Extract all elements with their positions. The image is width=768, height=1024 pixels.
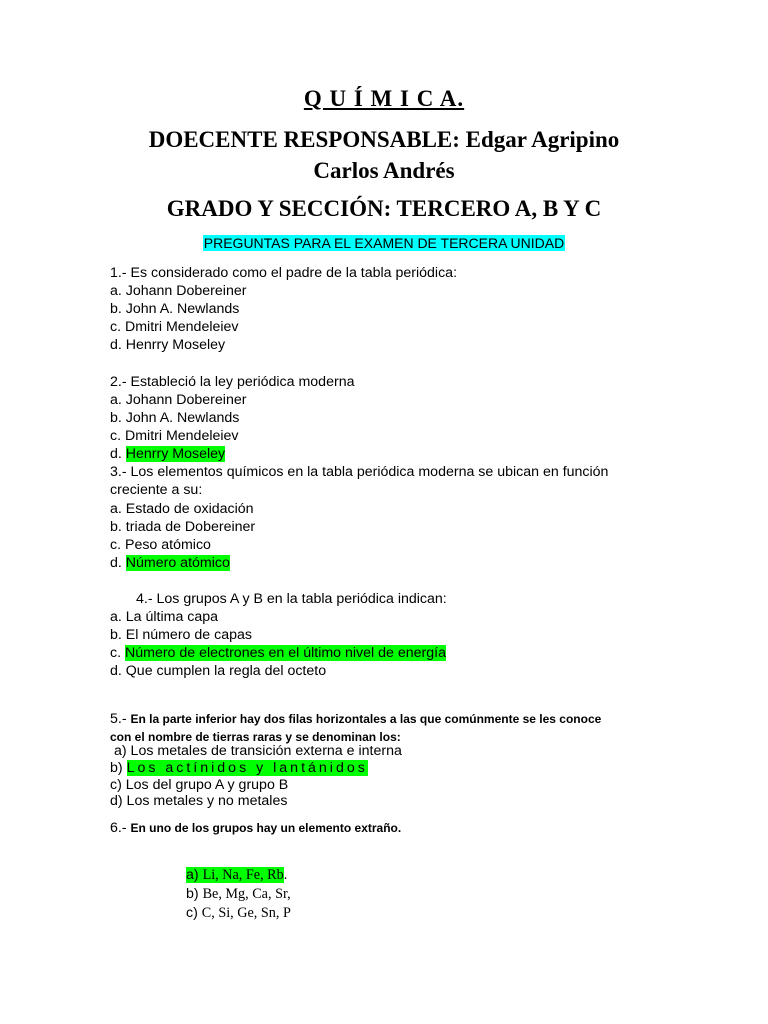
q3-option-c: c. Peso atómico xyxy=(110,537,211,553)
page-title: Q U Í M I C A. xyxy=(303,86,465,111)
q3-option-b: b. triada de Dobereiner xyxy=(110,519,256,535)
q5-option-c: c) Los del grupo A y grupo B xyxy=(110,777,289,793)
q3-question-line-1: 3.- Los elementos químicos en la tabla periódica moderna se ubican en función xyxy=(110,464,609,480)
q4-question: 4.- Los grupos A y B en la tabla periódica indican: xyxy=(136,591,447,607)
teacher-line-1: DOECENTE RESPONSABLE: Edgar Agripino xyxy=(148,127,620,152)
q6-option-c: c) C, Si, Ge, Sn, P xyxy=(186,905,291,921)
q2-question: 2.- Estableció la ley periódica moderna xyxy=(110,374,355,390)
q2-option-a: a. Johann Dobereiner xyxy=(110,392,247,408)
q4-option-d: d. Que cumplen la regla del octeto xyxy=(110,663,327,679)
q1-option-c: c. Dmitri Mendeleiev xyxy=(110,319,239,335)
answer-highlight: Número atómico xyxy=(125,555,230,571)
q5-question-line-2: con el nombre de tierras raras y se denominan los: xyxy=(110,730,401,744)
answer-highlight: Número de electrones en el último nivel de energía xyxy=(124,645,446,661)
q6-option-a: a) Li, Na, Fe, Rb. xyxy=(186,867,288,883)
q1-option-a: a. Johann Dobereiner xyxy=(110,283,247,299)
q1-option-b: b. John A. Newlands xyxy=(110,301,240,317)
q5-option-a: a) Los metales de transición externa e interna xyxy=(114,743,402,759)
q3-option-d: d. Número atómico xyxy=(110,555,230,571)
grade-section: GRADO Y SECCIÓN: TERCERO A, B Y C xyxy=(166,196,602,221)
q4-option-a: a. La última capa xyxy=(110,609,219,625)
q2-option-b: b. John A. Newlands xyxy=(110,410,240,426)
q1-question: 1.- Es considerado como el padre de la tabla periódica: xyxy=(110,265,458,281)
answer-highlight: Li, Na, Fe, Rb xyxy=(202,867,284,883)
q3-option-a: a. Estado de oxidación xyxy=(110,501,254,517)
q5-option-b: b) Los actínidos y lantánidos xyxy=(110,760,368,776)
exam-banner: PREGUNTAS PARA EL EXAMEN DE TERCERA UNIDAD xyxy=(203,235,565,251)
answer-highlight: Los actínidos y lantánidos xyxy=(126,760,368,776)
q3-question-line-2: creciente a su: xyxy=(110,482,203,498)
q6-option-b: b) Be, Mg, Ca, Sr, xyxy=(186,886,291,902)
q6-question: 6.- En uno de los grupos hay un elemento extraño. xyxy=(110,820,402,836)
q1-option-d: d. Henrry Moseley xyxy=(110,337,226,353)
q4-option-b: b. El número de capas xyxy=(110,627,252,643)
q4-option-c: c. Número de electrones en el último nivel de energía xyxy=(110,645,446,661)
answer-highlight: Henrry Moseley xyxy=(125,446,226,462)
q5-option-d: d) Los metales y no metales xyxy=(110,793,288,809)
teacher-line-2: Carlos Andrés xyxy=(313,158,455,183)
q2-option-d: d. Henrry Moseley xyxy=(110,446,226,462)
q5-question-line-1: 5.- En la parte inferior hay dos filas horizontales a las que comúnmente se les conoce xyxy=(110,711,602,727)
q2-option-c: c. Dmitri Mendeleiev xyxy=(110,428,239,444)
teacher-name xyxy=(0,124,768,186)
